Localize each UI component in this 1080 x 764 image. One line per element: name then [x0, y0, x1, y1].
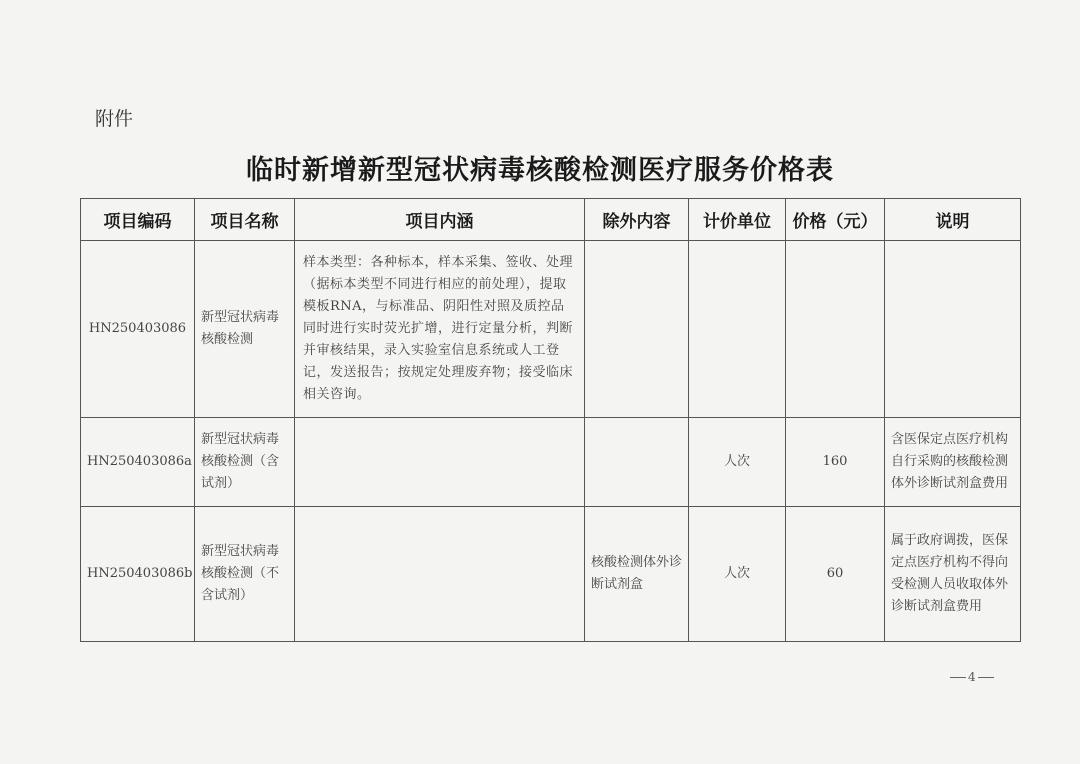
cell-name: 新型冠状病毒核酸检测	[195, 241, 295, 418]
header-unit: 计价单位	[689, 199, 786, 241]
cell-note: 属于政府调拨，医保定点医疗机构不得向受检测人员收取体外诊断试剂盒费用	[885, 507, 1021, 642]
cell-code: HN250403086	[81, 241, 195, 418]
cell-content	[295, 418, 585, 507]
header-content: 项目内涵	[295, 199, 585, 241]
cell-exclusion	[585, 418, 689, 507]
cell-name: 新型冠状病毒核酸检测（不含试剂）	[195, 507, 295, 642]
attachment-label: 附件	[95, 108, 134, 130]
cell-price	[786, 241, 885, 418]
header-name: 项目名称	[195, 199, 295, 241]
cell-note	[885, 241, 1021, 418]
header-note: 说明	[885, 199, 1021, 241]
cell-note: 含医保定点医疗机构自行采购的核酸检测体外诊断试剂盒费用	[885, 418, 1021, 507]
table-row	[81, 241, 1021, 418]
table-row	[81, 418, 1021, 507]
cell-name: 新型冠状病毒核酸检测（含试剂）	[195, 418, 295, 507]
cell-unit: 人次	[689, 507, 786, 642]
header-exclusion: 除外内容	[585, 199, 689, 241]
header-code: 项目编码	[81, 199, 195, 241]
cell-price: 160	[786, 418, 885, 507]
cell-unit	[689, 241, 786, 418]
cell-code: HN250403086b	[81, 507, 195, 642]
table-row	[81, 507, 1021, 642]
cell-code: HN250403086a	[81, 418, 195, 507]
header-price: 价格（元）	[786, 199, 885, 241]
cell-price: 60	[786, 507, 885, 642]
page-number: 4	[948, 670, 996, 684]
cell-exclusion: 核酸检测体外诊断试剂盒	[585, 507, 689, 642]
cell-content: 样本类型：各种标本，样本采集、签收、处理（据标本类型不同进行相应的前处理），提取模板RNA，与标准品、阴阳性对照及质控品同时进行实时荧光扩增，进行定量分析，判断并审核结果，录入实验室信息系统或人工登记，发送报告；按规定处理废弃物；接受临床相关咨询。	[295, 241, 585, 418]
table-header-row	[81, 199, 1021, 241]
price-table	[80, 198, 1021, 642]
cell-content	[295, 507, 585, 642]
cell-exclusion	[585, 241, 689, 418]
cell-unit: 人次	[689, 418, 786, 507]
document-title: 临时新增新型冠状病毒核酸检测医疗服务价格表	[246, 155, 834, 186]
